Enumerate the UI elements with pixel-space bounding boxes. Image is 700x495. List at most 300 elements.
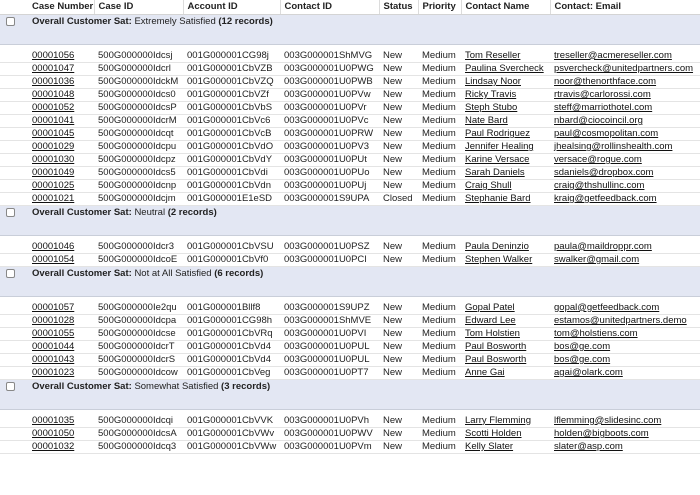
group-spacer-cell — [0, 394, 700, 409]
cell-contact-email — [550, 101, 700, 114]
account-id-text: 001G000001CbVf0 — [187, 254, 269, 265]
cell-priority — [418, 153, 461, 166]
priority-text: Medium — [422, 301, 456, 313]
status-text: New — [383, 89, 403, 100]
case-number-link[interactable]: 00001047 — [32, 63, 75, 74]
cell-contact-email — [550, 440, 700, 453]
account-id-text: 001G000001Bllf8 — [187, 301, 261, 313]
contact-email-link[interactable]: agai@olark.com — [554, 367, 623, 378]
cell-contact-id — [280, 240, 379, 253]
table-row — [0, 240, 700, 253]
case-number-link[interactable]: 00001055 — [32, 328, 75, 339]
case-number-link[interactable]: 00001050 — [32, 428, 75, 439]
table-row — [0, 427, 700, 440]
case-number-link[interactable]: 00001032 — [32, 441, 75, 452]
row-spacer-cell — [0, 88, 28, 101]
contact-id-text: 003G000001U0PVw — [284, 89, 371, 100]
contact-name-link[interactable]: Lindsay Noor — [465, 76, 521, 87]
cell-status — [379, 62, 418, 75]
cell-case-id — [94, 240, 183, 253]
cell-contact-id — [280, 166, 379, 179]
contact-id-text: 003G000001U0PVr — [284, 102, 367, 113]
account-id-text: 001G000001CbVRq — [187, 328, 273, 339]
cell-account-id — [183, 240, 280, 253]
account-id-text: 001G000001CbVdO — [187, 141, 274, 152]
cell-priority — [418, 49, 461, 62]
cell-case-id — [94, 179, 183, 192]
case-number-link[interactable]: 00001052 — [32, 102, 75, 113]
cell-case-number — [28, 62, 94, 75]
contact-id-text: 003G000001U0PVm — [284, 441, 372, 452]
cell-case-id — [94, 440, 183, 453]
cell-case-number — [28, 140, 94, 153]
contact-email-link[interactable]: gopal@getfeedback.com — [554, 301, 660, 313]
select-column-header — [0, 0, 28, 14]
cell-case-id — [94, 327, 183, 340]
cell-priority — [418, 62, 461, 75]
case-id-text: 500G000000IdcsP — [98, 102, 177, 113]
cell-case-id — [94, 101, 183, 114]
table-row — [0, 440, 700, 453]
status-text: New — [383, 301, 403, 313]
account-id-text: 001G000001CbVZQ — [187, 76, 274, 87]
cell-case-id — [94, 427, 183, 440]
contact-email-link[interactable]: jhealsing@rollinshealth.com — [554, 141, 673, 152]
case-id-text: 500G000000Idcnp — [98, 180, 177, 191]
group-checkbox[interactable] — [6, 269, 15, 278]
status-text: New — [383, 141, 403, 152]
cell-contact-name — [461, 192, 550, 205]
cell-case-number — [28, 127, 94, 140]
case-number-link[interactable]: 00001044 — [32, 341, 75, 352]
cell-status — [379, 301, 418, 314]
priority-text: Medium — [422, 315, 456, 326]
contact-name-link[interactable]: Steph Stubo — [465, 102, 518, 113]
case-id-text: 500G000000Idcsj — [98, 49, 173, 61]
case-number-link[interactable]: 00001036 — [32, 76, 75, 87]
cell-contact-email — [550, 49, 700, 62]
table-row — [0, 353, 700, 366]
table-row — [0, 179, 700, 192]
cell-contact-name — [461, 179, 550, 192]
contact-name-link[interactable]: Scotti Holden — [465, 428, 522, 439]
account-id-text: 001G000001E1eSD — [187, 193, 273, 204]
contact-name-link[interactable]: Paul Bosworth — [465, 354, 527, 365]
cell-priority — [418, 327, 461, 340]
contact-email-link[interactable]: kraig@getfeedback.com — [554, 193, 657, 204]
row-spacer-cell — [0, 366, 28, 379]
status-text: New — [383, 49, 403, 61]
row-spacer-cell — [0, 114, 28, 127]
cell-contact-id — [280, 153, 379, 166]
cell-priority — [418, 88, 461, 101]
col-header-account-id[interactable]: Account ID — [183, 0, 280, 14]
contact-name-link[interactable]: Tom Reseller — [465, 49, 521, 61]
group-select-cell — [0, 379, 28, 394]
cell-status — [379, 114, 418, 127]
contact-name-link[interactable]: Stephen Walker — [465, 254, 533, 265]
case-id-text: 500G000000Idcow — [98, 367, 178, 378]
priority-text: Medium — [422, 63, 456, 74]
cell-contact-name — [461, 340, 550, 353]
contact-email-link[interactable]: sdaniels@dropbox.com — [554, 167, 654, 178]
case-number-link[interactable]: 00001023 — [32, 367, 75, 378]
case-number-link[interactable]: 00001043 — [32, 354, 75, 365]
table-row — [0, 62, 700, 75]
contact-email-link[interactable]: craig@thshullinc.com — [554, 180, 645, 191]
case-number-link[interactable]: 00001029 — [32, 141, 75, 152]
cell-status — [379, 427, 418, 440]
contact-email-link[interactable]: nbard@ciocoincil.org — [554, 115, 643, 126]
cell-account-id — [183, 440, 280, 453]
cell-case-id — [94, 166, 183, 179]
cell-priority — [418, 314, 461, 327]
cell-contact-name — [461, 427, 550, 440]
contact-id-text: 003G000001U0PUL — [284, 354, 370, 365]
cell-contact-id — [280, 314, 379, 327]
priority-text: Medium — [422, 115, 456, 126]
contact-id-text: 003G000001U0PVc — [284, 115, 369, 126]
status-text: New — [383, 115, 403, 126]
contact-email-link[interactable]: psvercheck@unitedpartners.com — [554, 63, 694, 74]
cell-case-number — [28, 88, 94, 101]
status-text: New — [383, 354, 403, 365]
cell-case-number — [28, 440, 94, 453]
case-id-text: 500G000000IdckM — [98, 76, 179, 87]
contact-name-link[interactable]: Kelly Slater — [465, 441, 514, 452]
cell-contact-name — [461, 301, 550, 314]
cell-contact-email — [550, 366, 700, 379]
cell-contact-email — [550, 140, 700, 153]
contact-name-link[interactable]: Edward Lee — [465, 315, 516, 326]
group-spacer-cell — [0, 220, 700, 235]
cell-case-number — [28, 114, 94, 127]
col-header-case-id[interactable]: Case ID — [94, 0, 183, 14]
priority-text: Medium — [422, 180, 456, 191]
cell-contact-name — [461, 114, 550, 127]
status-text: New — [383, 128, 403, 139]
contact-email-link[interactable]: treseller@acmereseller.com — [554, 49, 672, 61]
case-id-text: 500G000000Idcs0 — [98, 89, 176, 100]
group-header-row — [0, 205, 700, 220]
cell-priority — [418, 166, 461, 179]
priority-text: Medium — [422, 240, 456, 252]
case-id-text: 500G000000Idcqt — [98, 128, 174, 139]
row-spacer-cell — [0, 179, 28, 192]
cell-contact-id — [280, 301, 379, 314]
cell-status — [379, 179, 418, 192]
account-id-text: 001G000001CbVZB — [187, 63, 273, 74]
row-spacer-cell — [0, 340, 28, 353]
contact-id-text: 003G000001U0PV3 — [284, 141, 370, 152]
case-number-link[interactable]: 00001048 — [32, 89, 75, 100]
cell-contact-email — [550, 114, 700, 127]
cell-contact-name — [461, 240, 550, 253]
contact-email-link[interactable]: rtravis@carlorossi.com — [554, 89, 651, 100]
cell-contact-name — [461, 314, 550, 327]
status-text: New — [383, 254, 403, 265]
cell-case-id — [94, 140, 183, 153]
cell-case-id — [94, 62, 183, 75]
cell-account-id — [183, 62, 280, 75]
contact-name-link[interactable]: Nate Bard — [465, 115, 508, 126]
cell-priority — [418, 440, 461, 453]
contact-name-link[interactable]: Tom Holstien — [465, 328, 520, 339]
cell-contact-email — [550, 340, 700, 353]
priority-text: Medium — [422, 328, 456, 339]
cell-case-id — [94, 314, 183, 327]
cell-status — [379, 414, 418, 427]
table-row — [0, 140, 700, 153]
cell-case-number — [28, 153, 94, 166]
table-row — [0, 192, 700, 205]
cell-status — [379, 240, 418, 253]
row-spacer-cell — [0, 49, 28, 62]
cell-account-id — [183, 327, 280, 340]
contact-name-link[interactable]: Gopal Patel — [465, 301, 515, 313]
cell-contact-name — [461, 140, 550, 153]
cell-priority — [418, 353, 461, 366]
cell-case-id — [94, 301, 183, 314]
cell-account-id — [183, 127, 280, 140]
cell-case-number — [28, 301, 94, 314]
cell-contact-email — [550, 414, 700, 427]
contact-name-link[interactable]: Ricky Travis — [465, 89, 517, 100]
row-spacer-cell — [0, 153, 28, 166]
cell-case-number — [28, 353, 94, 366]
case-id-text: 500G000000Ie2qu — [98, 301, 177, 313]
contact-name-link[interactable]: Paulina Svercheck — [465, 63, 544, 74]
cell-contact-id — [280, 353, 379, 366]
cell-account-id — [183, 75, 280, 88]
account-id-text: 001G000001CbVcB — [187, 128, 272, 139]
col-header-contact-email[interactable]: Contact: Email — [550, 0, 700, 14]
cell-contact-id — [280, 179, 379, 192]
group-spacer — [0, 220, 700, 235]
row-spacer-cell — [0, 314, 28, 327]
contact-email-link[interactable]: paul@cosmopolitan.com — [554, 128, 659, 139]
case-number-link[interactable]: 00001028 — [32, 315, 75, 326]
cell-status — [379, 127, 418, 140]
group-spacer — [0, 281, 700, 296]
case-id-text: 500G000000Idcqi — [98, 414, 174, 426]
cell-case-id — [94, 88, 183, 101]
row-spacer-cell — [0, 101, 28, 114]
case-id-text: 500G000000Idcr3 — [98, 240, 175, 252]
table-row — [0, 166, 700, 179]
col-header-case-number[interactable]: Case Number — [28, 0, 94, 14]
table-row — [0, 49, 700, 62]
case-number-link[interactable]: 00001025 — [32, 180, 75, 191]
contact-name-link[interactable]: Karine Versace — [465, 154, 530, 165]
cell-case-number — [28, 314, 94, 327]
cell-contact-name — [461, 166, 550, 179]
case-id-text: 500G000000IdcrT — [98, 341, 175, 352]
case-number-link[interactable]: 00001056 — [32, 49, 75, 61]
cell-contact-email — [550, 153, 700, 166]
cell-contact-id — [280, 414, 379, 427]
cell-contact-name — [461, 62, 550, 75]
cell-case-id — [94, 192, 183, 205]
col-header-priority[interactable]: Priority — [418, 0, 461, 14]
cell-status — [379, 366, 418, 379]
cell-contact-name — [461, 49, 550, 62]
cell-priority — [418, 101, 461, 114]
group-value: Somewhat Satisfied — [134, 381, 219, 393]
status-text: New — [383, 428, 403, 439]
contact-name-link[interactable]: Jennifer Healing — [465, 141, 534, 152]
group-title-cell — [28, 14, 700, 29]
priority-text: Medium — [422, 354, 456, 365]
group-record-count: (3 records) — [221, 381, 271, 393]
case-number-link[interactable]: 00001030 — [32, 154, 75, 165]
case-id-text: 500G000000Idcjm — [98, 193, 176, 204]
contact-email-link[interactable]: estamos@unitedpartners.demo — [554, 315, 687, 326]
contact-name-link[interactable]: Anne Gai — [465, 367, 505, 378]
contact-email-link[interactable]: swalker@gmail.com — [554, 254, 640, 265]
account-id-text: 001G000001CbVdi — [187, 167, 268, 178]
group-checkbox[interactable] — [6, 208, 15, 217]
group-header-row — [0, 266, 700, 281]
group-select-cell — [0, 205, 28, 220]
group-select-cell — [0, 14, 28, 29]
col-header-contact-name[interactable]: Contact Name — [461, 0, 550, 14]
row-spacer-cell — [0, 127, 28, 140]
col-header-contact-id[interactable]: Contact ID — [280, 0, 379, 14]
cell-contact-name — [461, 353, 550, 366]
status-text: New — [383, 328, 403, 339]
cell-contact-id — [280, 101, 379, 114]
row-spacer-cell — [0, 427, 28, 440]
group-checkbox[interactable] — [6, 17, 15, 26]
table-row — [0, 301, 700, 314]
group-spacer-cell — [0, 281, 700, 296]
table-row — [0, 127, 700, 140]
case-id-text: 500G000000Idcpu — [98, 141, 177, 152]
contact-name-link[interactable]: Paul Rodriguez — [465, 128, 530, 139]
cell-contact-id — [280, 327, 379, 340]
table-row — [0, 114, 700, 127]
contact-email-link[interactable]: lflemming@slidesinc.com — [554, 414, 662, 426]
priority-text: Medium — [422, 89, 456, 100]
cell-case-id — [94, 414, 183, 427]
contact-email-link[interactable]: paula@maildroppr.com — [554, 240, 652, 252]
cell-account-id — [183, 179, 280, 192]
cell-contact-name — [461, 127, 550, 140]
col-header-status[interactable]: Status — [379, 0, 418, 14]
row-spacer-cell — [0, 327, 28, 340]
cell-case-number — [28, 75, 94, 88]
cell-contact-id — [280, 340, 379, 353]
contact-id-text: 003G000001U0PT7 — [284, 367, 369, 378]
group-field-label: Overall Customer Sat: — [32, 207, 132, 219]
cell-priority — [418, 179, 461, 192]
case-number-link[interactable]: 00001041 — [32, 115, 75, 126]
contact-email-link[interactable]: bos@ge.com — [554, 354, 611, 365]
contact-id-text: 003G000001U0PWB — [284, 76, 373, 87]
table-row — [0, 88, 700, 101]
cell-contact-email — [550, 192, 700, 205]
cell-status — [379, 353, 418, 366]
priority-text: Medium — [422, 102, 456, 113]
group-record-count: (6 records) — [214, 268, 264, 280]
contact-name-link[interactable]: Paul Bosworth — [465, 341, 527, 352]
case-id-text: 500G000000Idcrl — [98, 63, 171, 74]
case-number-link[interactable]: 00001035 — [32, 414, 75, 426]
status-text: New — [383, 154, 403, 165]
cell-account-id — [183, 49, 280, 62]
case-number-link[interactable]: 00001054 — [32, 254, 75, 265]
cell-contact-id — [280, 88, 379, 101]
case-number-link[interactable]: 00001049 — [32, 167, 75, 178]
case-id-text: 500G000000Idcq3 — [98, 441, 177, 452]
contact-email-link[interactable]: tom@holstiens.com — [554, 328, 638, 339]
cell-case-number — [28, 427, 94, 440]
contact-id-text: 003G000001ShMVG — [284, 49, 373, 61]
cell-contact-email — [550, 353, 700, 366]
case-number-link[interactable]: 00001046 — [32, 240, 75, 252]
table-row — [0, 340, 700, 353]
contact-name-link[interactable]: Larry Flemming — [465, 414, 531, 426]
row-spacer-cell — [0, 240, 28, 253]
cell-case-number — [28, 49, 94, 62]
case-number-link[interactable]: 00001057 — [32, 301, 75, 313]
group-record-count: (12 records) — [218, 16, 273, 28]
row-spacer-cell — [0, 166, 28, 179]
contact-name-link[interactable]: Stephanie Bard — [465, 193, 531, 204]
contact-email-link[interactable]: steff@marriothotel.com — [554, 102, 653, 113]
contact-id-text: 003G000001U0PWV — [284, 428, 373, 439]
cell-contact-name — [461, 75, 550, 88]
cell-contact-name — [461, 366, 550, 379]
contact-email-link[interactable]: noor@thenorthface.com — [554, 76, 657, 87]
group-select-cell — [0, 266, 28, 281]
group-field-label: Overall Customer Sat: — [32, 16, 132, 28]
contact-email-link[interactable]: slater@asp.com — [554, 441, 623, 452]
group-checkbox[interactable] — [6, 382, 15, 391]
cell-account-id — [183, 153, 280, 166]
case-number-link[interactable]: 00001045 — [32, 128, 75, 139]
contact-email-link[interactable]: versace@rogue.com — [554, 154, 642, 165]
contact-id-text: 003G000001U0PUt — [284, 154, 367, 165]
contact-name-link[interactable]: Sarah Daniels — [465, 167, 525, 178]
contact-name-link[interactable]: Paula Deninzio — [465, 240, 529, 252]
status-text: New — [383, 102, 403, 113]
row-spacer-cell — [0, 301, 28, 314]
group-value: Neutral — [134, 207, 166, 219]
row-spacer-cell — [0, 440, 28, 453]
contact-email-link[interactable]: bos@ge.com — [554, 341, 611, 352]
table-row — [0, 75, 700, 88]
contact-name-link[interactable]: Craig Shull — [465, 180, 512, 191]
cell-case-id — [94, 153, 183, 166]
account-id-text: 001G000001CbVSU — [187, 240, 274, 252]
cell-account-id — [183, 140, 280, 153]
group-value: Extremely Satisfied — [134, 16, 216, 28]
contact-id-text: 003G000001U0PSZ — [284, 240, 370, 252]
cell-status — [379, 253, 418, 266]
case-number-link[interactable]: 00001021 — [32, 193, 75, 204]
cell-priority — [418, 414, 461, 427]
account-id-text: 001G000001CG98h — [187, 315, 273, 326]
cell-contact-id — [280, 440, 379, 453]
cell-account-id — [183, 414, 280, 427]
cell-case-number — [28, 327, 94, 340]
cell-account-id — [183, 101, 280, 114]
case-id-text: 500G000000IdcoE — [98, 254, 178, 265]
contact-email-link[interactable]: holden@bigboots.com — [554, 428, 649, 439]
status-text: New — [383, 414, 403, 426]
